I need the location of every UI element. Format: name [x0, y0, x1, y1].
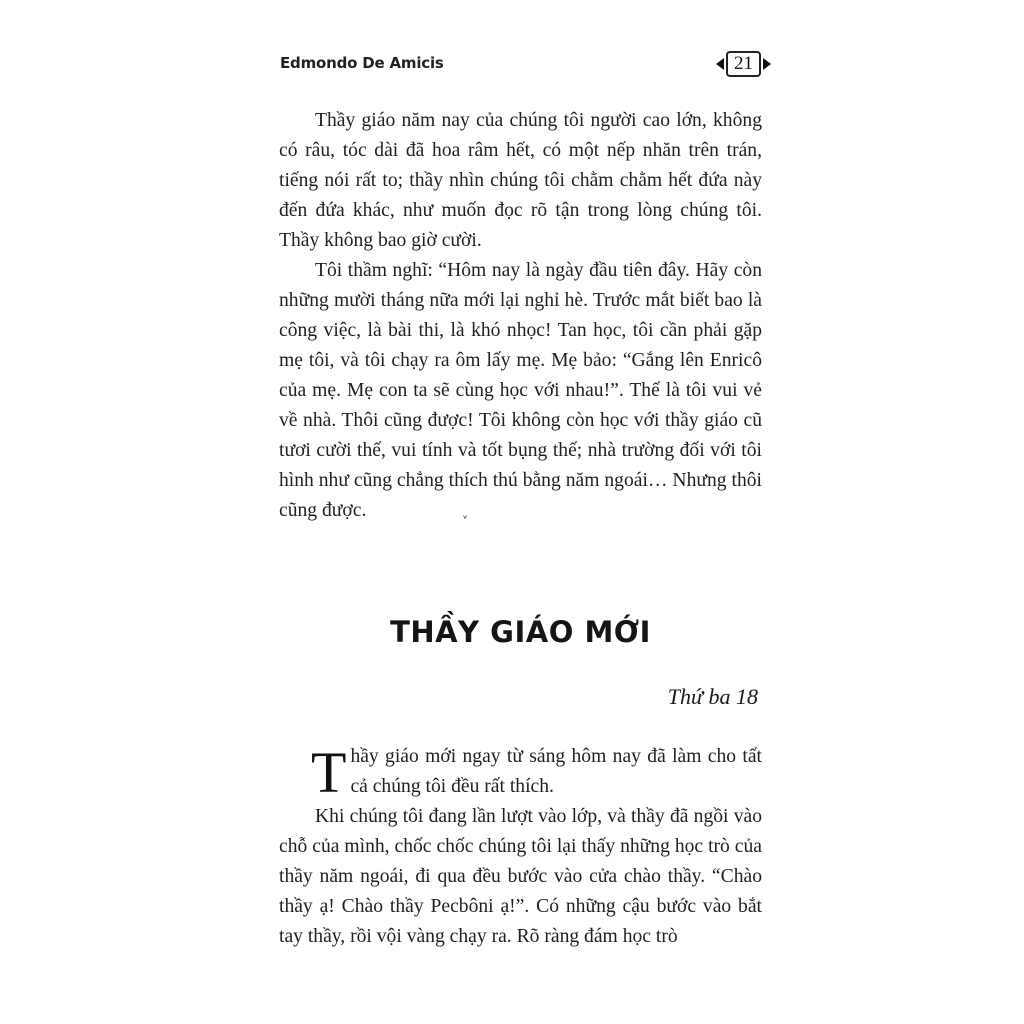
body-text-chapter — [279, 742, 762, 952]
first-paragraph — [279, 740, 762, 805]
first-paragraph-text: hầy giáo mới ngay từ sáng hôm nay đã làm cho tất cả chúng tôi đều rất thích. — [350, 746, 762, 797]
paragraph: Khi chúng tôi đang lần lượt vào lớp, và thầy đã ngồi vào chỗ của mình, chốc chốc chúng tôi lại thấy những học trò của thầy năm ngoái, đi qua đều bước vào cửa chào thầy. “Chào thầy ạ! Chào thầy Pecbôni ạ!”. Có những cậu bước vào bắt tay thầy, rồi vội vàng chạy ra. Rõ ràng đám học trò — [279, 806, 762, 947]
triangle-left-icon — [716, 58, 724, 70]
chapter-date: Thứ ba 18 — [667, 684, 758, 709]
paragraph: Tôi thầm nghĩ: “Hôm nay là ngày đầu tiên đây. Hãy còn những mười tháng nữa mới lại nghỉ hè. Trước mắt biết bao là công việc, là bài thi, là khó nhọc! Tan học, tôi cần phải gặp mẹ tôi, và tôi chạy ra ôm lấy mẹ. Mẹ bảo: “Gắng lên Enricô của mẹ. Mẹ con ta sẽ cùng học với nhau!”. Thế là tôi vui vẻ về nhà. Thôi cũng được! Tôi không còn học với thầy giáo cũ tươi cười thế, vui tính và tốt bụng thế; nhà trường đối với tôi hình như cũng chẳng thích thú bằng năm ngoái… Nhưng thôi cũng được. — [279, 260, 762, 521]
running-head-author: Edmondo De Amicis — [280, 54, 444, 72]
drop-cap: T — [311, 740, 347, 805]
body-text-top — [279, 106, 762, 526]
paragraph: Thầy giáo năm nay của chúng tôi người cao lớn, không có râu, tóc dài đã hoa râm hết, có một nếp nhăn trên trán, tiếng nói rất to; thầy nhìn chúng tôi chằm chằm hết đứa này đến đứa khác, như muốn đọc rõ tận trong lòng chúng tôi. Thầy không bao giờ cười. — [279, 110, 762, 251]
page-number-indicator — [716, 51, 771, 77]
chapter-title: THẦY GIÁO MỚI — [390, 615, 651, 649]
separator-ornament-icon: ˬ — [462, 504, 468, 518]
page-number: 21 — [726, 51, 761, 77]
triangle-right-icon — [763, 58, 771, 70]
